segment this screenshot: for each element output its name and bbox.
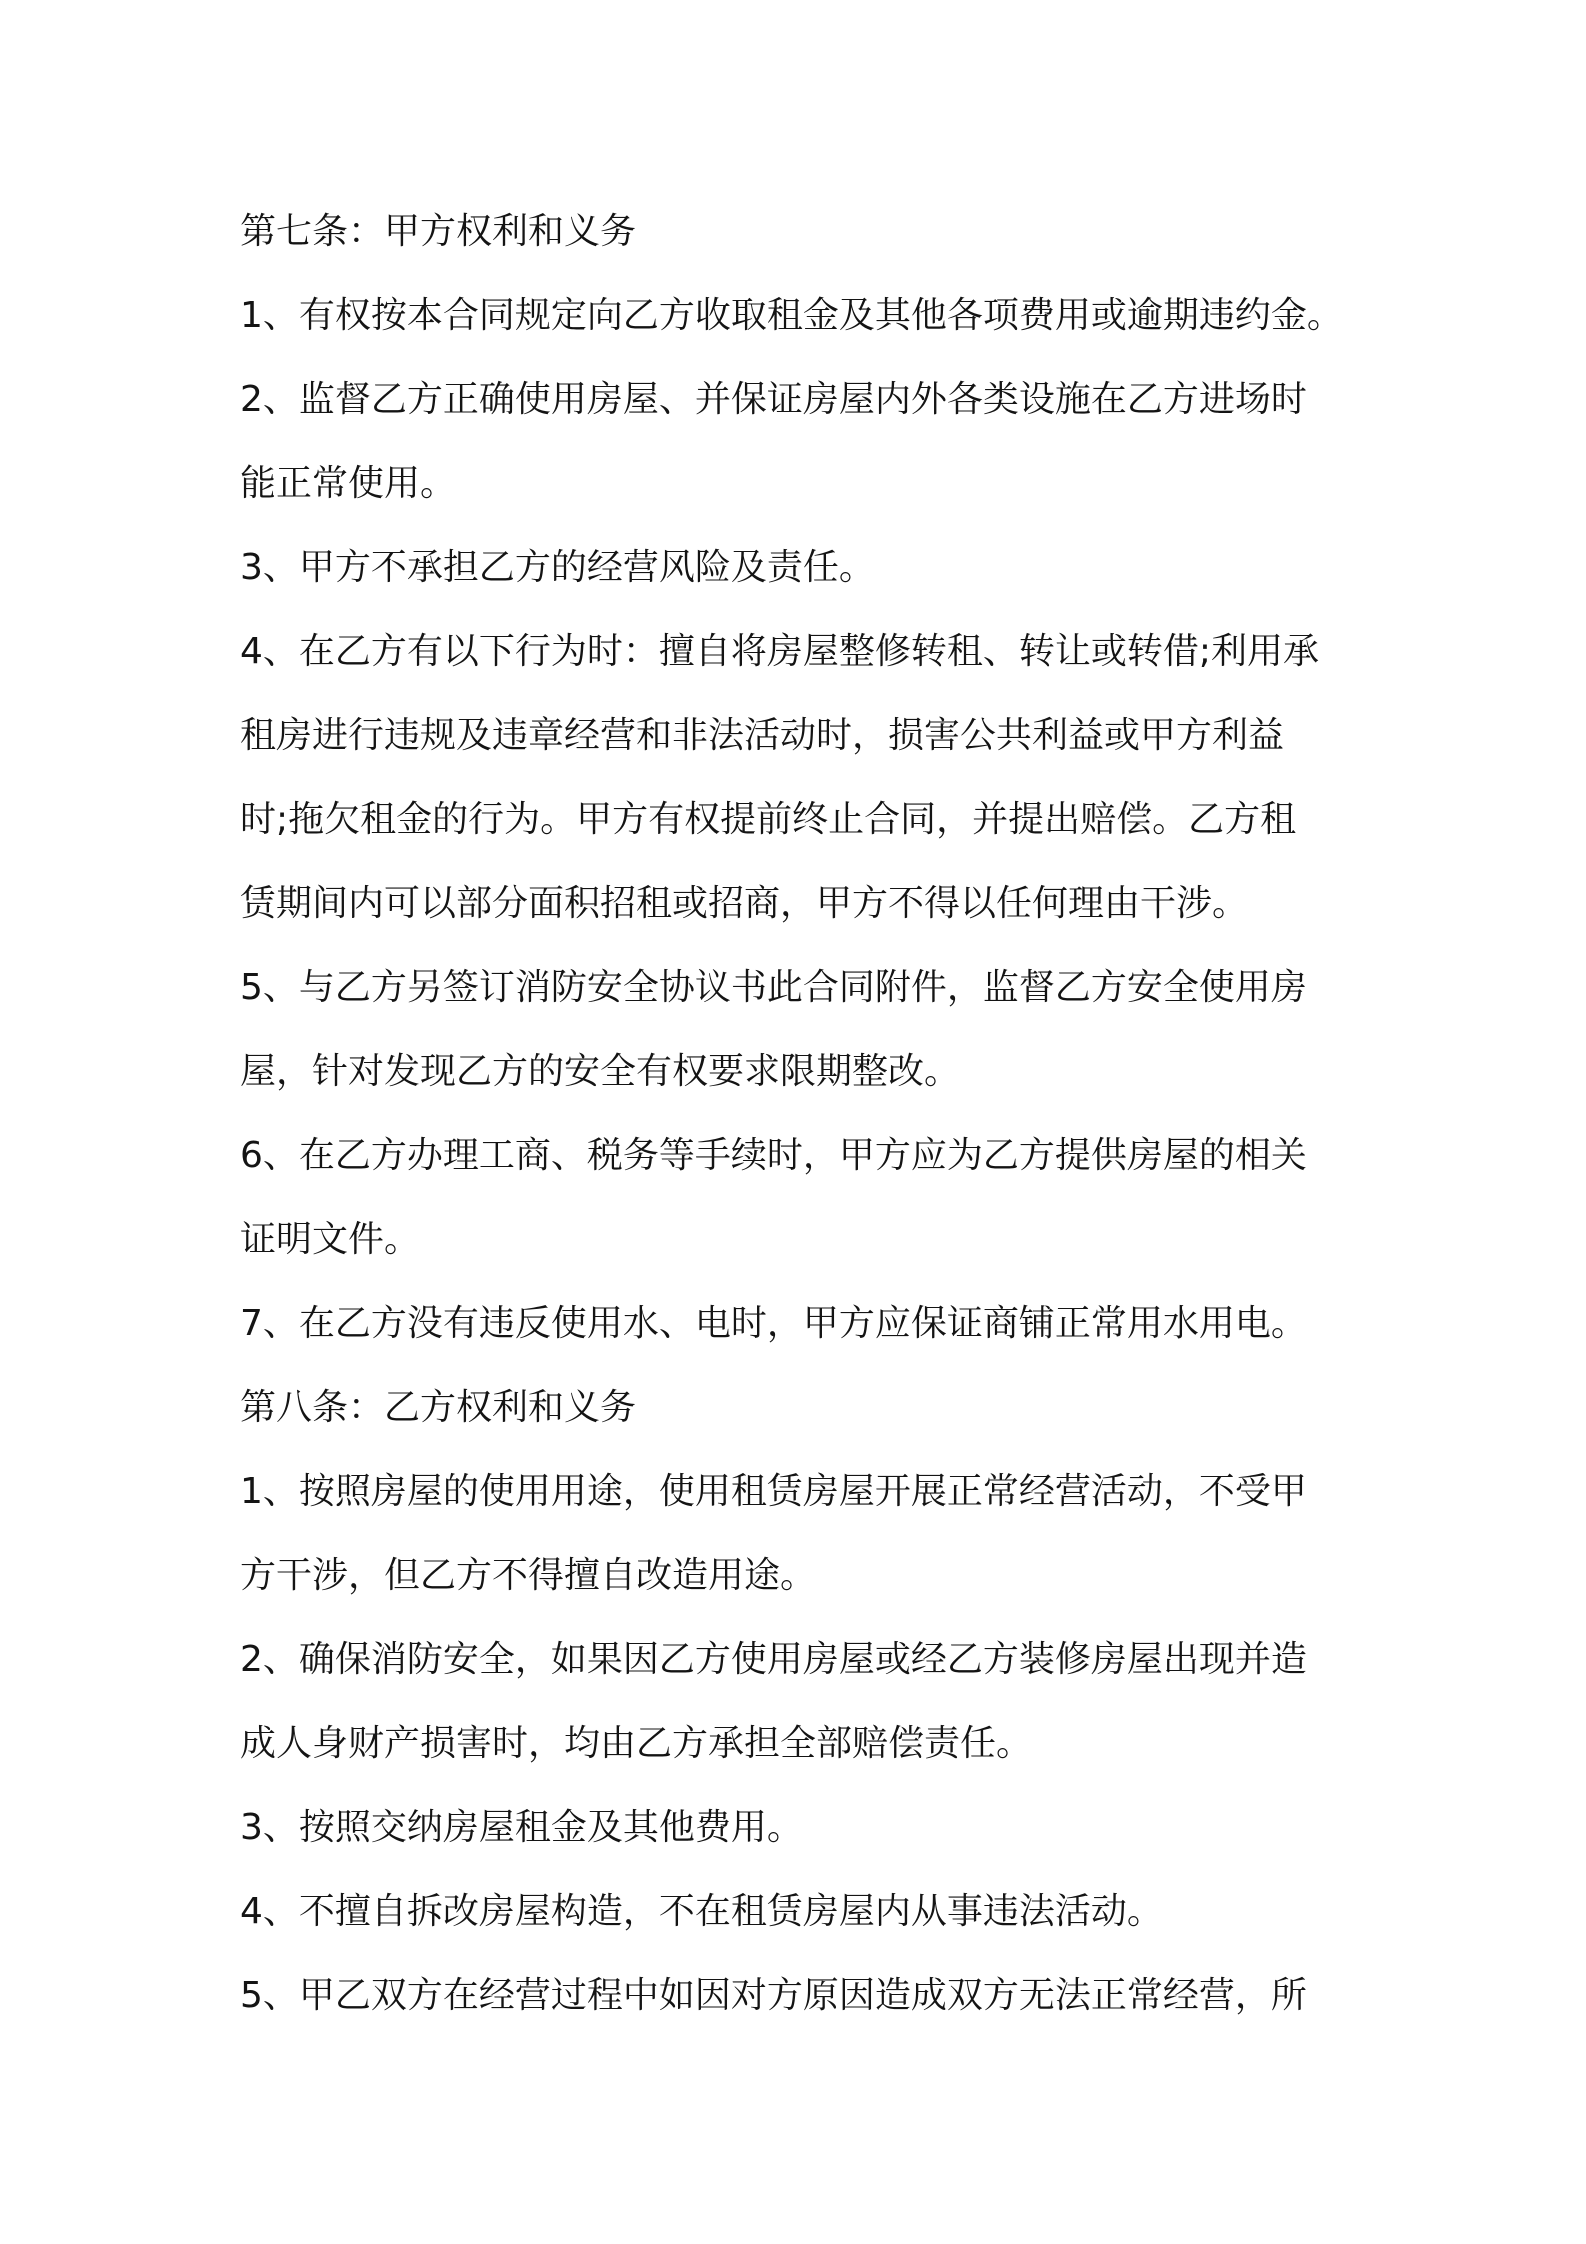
text-line: 2、监督乙方正确使用房屋、并保证房屋内外各类设施在乙方进场时 bbox=[240, 379, 1307, 420]
text-line: 5、甲乙双方在经营过程中如因对方原因造成双方无法正常经营，所 bbox=[240, 1975, 1307, 2016]
text-line: 1、有权按本合同规定向乙方收取租金及其他各项费用或逾期违约金。 bbox=[240, 295, 1343, 336]
text-line: 4、在乙方有以下行为时：擅自将房屋整修转租、转让或转借;利用承 bbox=[240, 631, 1320, 672]
text-line: 2、确保消防安全，如果因乙方使用房屋或经乙方装修房屋出现并造 bbox=[240, 1639, 1307, 1680]
heading-article-7: 第七条：甲方权利和义务 bbox=[240, 211, 637, 252]
text-line: 时;拖欠租金的行为。甲方有权提前终止合同，并提出赔偿。乙方租 bbox=[240, 799, 1297, 840]
text-line: 方干涉，但乙方不得擅自改造用途。 bbox=[240, 1555, 817, 1596]
contract-text bbox=[240, 190, 1365, 2038]
text-line: 能正常使用。 bbox=[240, 463, 457, 504]
text-line: 3、甲方不承担乙方的经营风险及责任。 bbox=[240, 547, 875, 588]
text-line: 5、与乙方另签订消防安全协议书此合同附件，监督乙方安全使用房 bbox=[240, 967, 1307, 1008]
text-line: 证明文件。 bbox=[240, 1219, 421, 1260]
text-line: 租房进行违规及违章经营和非法活动时，损害公共利益或甲方利益 bbox=[240, 715, 1285, 756]
text-line: 6、在乙方办理工商、税务等手续时，甲方应为乙方提供房屋的相关 bbox=[240, 1135, 1307, 1176]
text-line: 成人身财产损害时，均由乙方承担全部赔偿责任。 bbox=[240, 1723, 1033, 1764]
text-line: 7、在乙方没有违反使用水、电时，甲方应保证商铺正常用水用电。 bbox=[240, 1303, 1307, 1344]
text-line: 屋，针对发现乙方的安全有权要求限期整改。 bbox=[240, 1051, 961, 1092]
text-line: 4、不擅自拆改房屋构造，不在租赁房屋内从事违法活动。 bbox=[240, 1891, 1163, 1932]
text-line: 3、按照交纳房屋租金及其他费用。 bbox=[240, 1807, 803, 1848]
heading-article-8: 第八条：乙方权利和义务 bbox=[240, 1387, 637, 1428]
text-line: 1、按照房屋的使用用途，使用租赁房屋开展正常经营活动，不受甲 bbox=[240, 1471, 1307, 1512]
text-line: 赁期间内可以部分面积招租或招商，甲方不得以任何理由干涉。 bbox=[240, 883, 1249, 924]
